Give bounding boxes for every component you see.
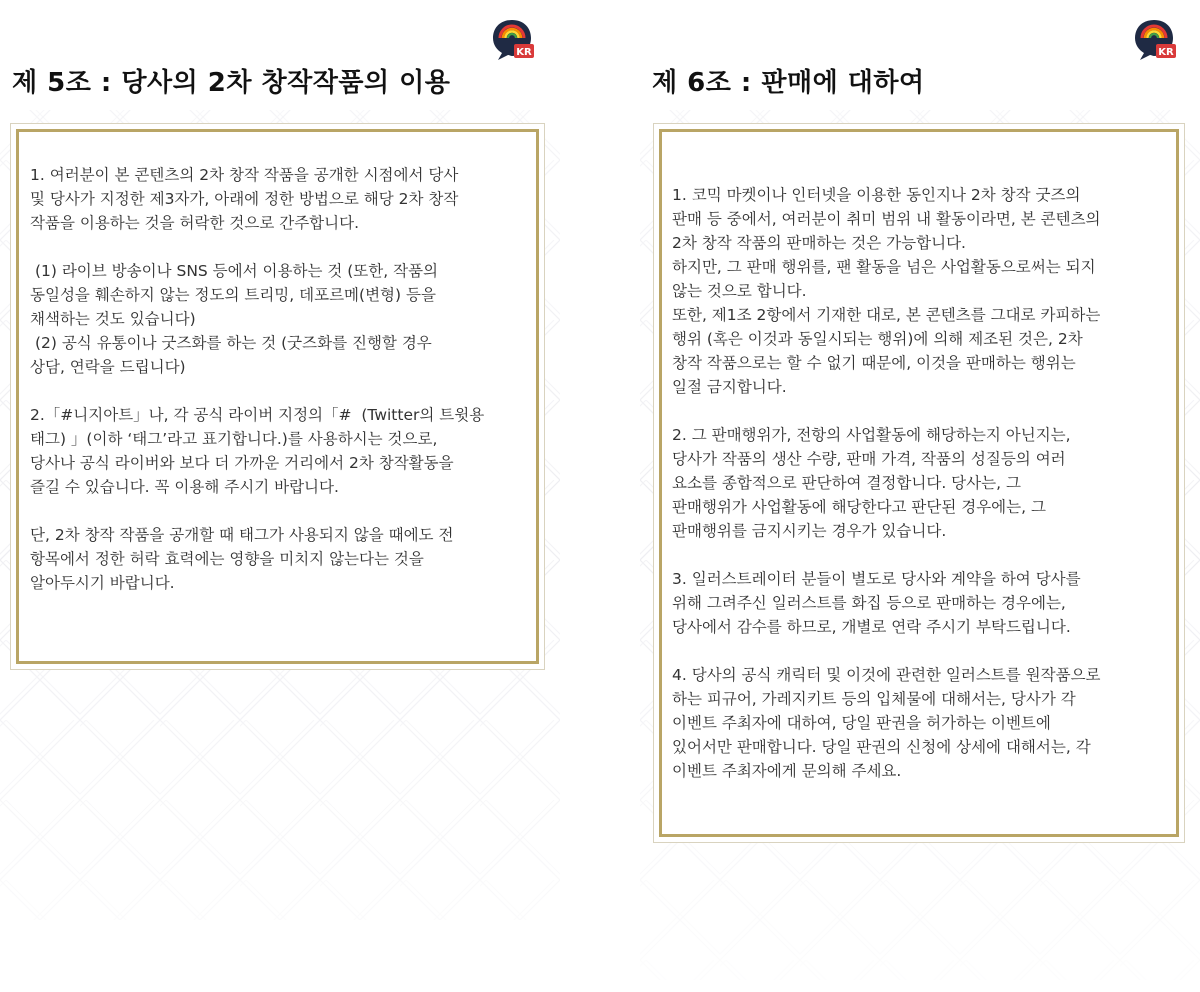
- rainbow-speech-bubble-icon: [490, 16, 536, 62]
- article-6-panel: [640, 0, 1200, 992]
- rainbow-speech-bubble-icon: [1132, 16, 1178, 62]
- logo-badge-text: KR: [1158, 47, 1174, 58]
- article-body: 1. 코믹 마켓이나 인터넷을 이용한 동인지나 2차 창작 굿즈의 판매 등 중에서, 여러분이 취미 범위 내 활동이라면, 본 콘텐츠의 2차 창작 작품의 판매하는 것은 가능합니다. 하지만, 그 판매 행위를, 팬 활동을 넘은 사업활동으로써는 되지 않는 것으로 합니다. 또한, 제1조 2항에서 기재한 대로, 본 콘텐츠를 그대로 카피하는 행위 (혹은 이것과 동일시되는 행위)에 의해 제조된 것은, 2차 창작 작품으로는 할 수 없기 때문에, 이것을 판매하는 행위는 일절 금지합니다. 2. 그 판매행위가, 전항의 사업활동에 해당하는지 아닌지는, 당사가 작품의 생산 수량, 판매 가격, 작품의 성질등의 여러 요소를 종합적으로 판단하여 결정합니다. 당사는, 그 판매행위가 사업활동에 해당한다고 판단된 경우에는, 그 판매행위를 금지시키는 경우가 있습니다. 3. 일러스트레이터 분들이 별도로 당사와 계약을 하여 당사를 위해 그려주신 일러스트를 화집 등으로 판매하는 경우에는, 당사에서 감수를 하므로, 개별로 연락 주시기 부탁드립니다. 4. 당사의 공식 캐릭터 및 이것에 관련한 일러스트를 원작품으로 하는 피규어, 가레지키트 등의 입체물에 대해서는, 당사가 각 이벤트 주최자에 대하여, 당일 판권을 허가하는 이벤트에 있어서만 판매합니다. 당일 판권의 신청에 상세에 대해서는, 각 이벤트 주최자에게 문의해 주세요.: [672, 186, 1101, 780]
- page-title: 제 6조 : 판매에 대하여: [652, 68, 925, 98]
- article-5-panel: [0, 0, 560, 992]
- article-body: 1. 여러분이 본 콘텐츠의 2차 창작 작품을 공개한 시점에서 당사 및 당사가 지정한 제3자가, 아래에 정한 방법으로 해당 2차 창작 작품을 이용하는 것을 허락한 것으로 간주합니다. (1) 라이브 방송이나 SNS 등에서 이용하는 것 (또한, 작품의 동일성을 훼손하지 않는 정도의 트리밍, 데포르메(변형) 등을 채색하는 것도 있습니다) (2) 공식 유통이나 굿즈화를 하는 것 (굿즈화를 진행할 경우 상담, 연락을 드립니다) 2.「#니지아트」나, 각 공식 라이버 지정의「# (Twitter의 트윗용 태그) 」(이하 ‘태그’라고 표기합니다.)를 사용하시는 것으로, 당사나 공식 라이버와 보다 더 가까운 거리에서 2차 창작활동을 즐길 수 있습니다. 꼭 이용해 주시기 바랍니다. 단, 2차 창작 작품을 공개할 때 태그가 사용되지 않을 때에도 전 항목에서 정한 허락 효력에는 영향을 미치지 않는다는 것을 알아두시기 바랍니다.: [30, 166, 485, 592]
- page-title: 제 5조 : 당사의 2차 창작작품의 이용: [12, 68, 451, 98]
- logo-badge-text: KR: [516, 47, 532, 58]
